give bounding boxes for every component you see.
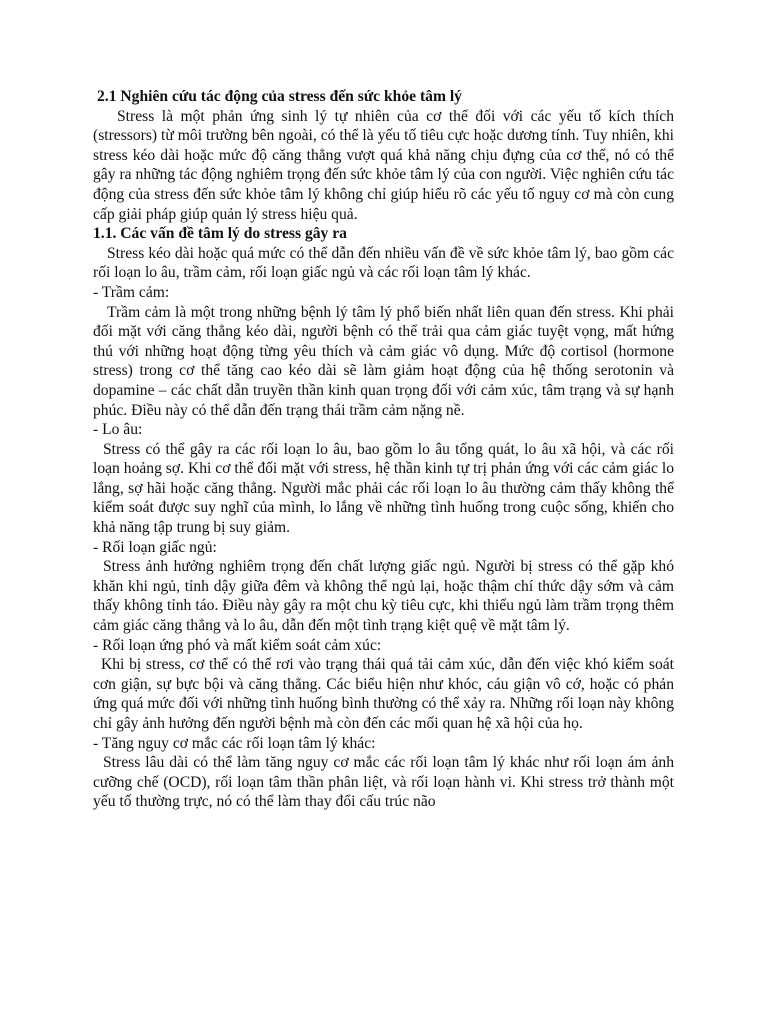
section-heading-1-1: 1.1. Các vấn đề tâm lý do stress gây ra — [93, 225, 347, 243]
item-label-sleep-disorder: - Rối loạn giấc ngủ: — [93, 538, 217, 556]
document-page — [93, 87, 674, 812]
item-text-anxiety: Stress có thể gây ra các rối loạn lo âu, bao gồm lo âu tổng quát, lo âu xã hội, và các rối loạn hoảng sợ. Khi cơ thể đối mặt với stress, hệ thần kinh tự trị phản ứng với các cảm giác lo lắng, sợ hãi hoặc căng thẳng. Người mắc phải các rối loạn lo âu thường cảm thấy không thể kiểm soát được suy nghĩ của mình, lo lắng về những tình huống trong cuộc sống, khiến cho khả năng tập trung bị suy giảm. — [93, 440, 674, 537]
item-text-depression: Trầm cảm là một trong những bệnh lý tâm lý phổ biến nhất liên quan đến stress. Khi phải đối mặt với căng thẳng kéo dài, người bệnh có thể trải qua cảm giác tuyệt vọng, mất hứng thú với những hoạt động từng yêu thích và cảm giác vô dụng. Mức độ cortisol (hormone stress) trong cơ thể tăng cao kéo dài sẽ làm giảm hoạt động của hệ thống serotonin và dopamine – các chất dẫn truyền thần kinh quan trọng đối với cảm xúc, tâm trạng và sự hạnh phúc. Điều này có thể dẫn đến trạng thái trầm cảm nặng nề. — [93, 303, 674, 419]
section-2-1-paragraph: Stress là một phản ứng sinh lý tự nhiên của cơ thể đối với các yếu tố kích thích (stressors) từ môi trường bên ngoài, có thể là yếu tố tiêu cực hoặc dương tính. Tuy nhiên, khi stress kéo dài hoặc mức độ căng thẳng vượt quá khả năng chịu đựng của cơ thể, nó có thể gây ra những tác động nghiêm trọng đến sức khỏe tâm lý của con người. Việc nghiên cứu tác động của stress đến sức khỏe tâm lý không chỉ giúp hiểu rõ các yếu tố nguy cơ mà còn cung cấp giải pháp giúp quản lý stress hiệu quả. — [93, 107, 674, 223]
item-text-sleep-disorder: Stress ảnh hưởng nghiêm trọng đến chất lượng giấc ngủ. Người bị stress có thể gặp khó khăn khi ngủ, tỉnh dậy giữa đêm và không thể ngủ lại, hoặc thậm chí thức dậy sớm và cảm thấy không tỉnh táo. Điều này gây ra một chu kỳ tiêu cực, khi thiếu ngủ làm trầm trọng thêm cảm giác căng thẳng và lo âu, dẫn đến một tình trạng kiệt quệ về mặt tâm lý. — [93, 558, 674, 635]
item-label-depression: - Trầm cảm: — [93, 283, 170, 301]
item-text-other-disorders: Stress lâu dài có thể làm tăng nguy cơ mắc các rối loạn tâm lý khác như rối loạn ám ảnh cưỡng chế (OCD), rối loạn tâm thần phân liệt, và rối loạn hành vi. Khi stress trở thành một yếu tố thường trực, nó có thể làm thay đổi cấu trúc não — [93, 754, 674, 811]
item-text-emotional-control: Khi bị stress, cơ thể có thể rơi vào trạng thái quá tải cảm xúc, dẫn đến việc khó kiểm soát cơn giận, sự bực bội và căng thẳng. Các biểu hiện như khóc, cáu giận vô cớ, hoặc có phản ứng quá mức đối với những tình huống bình thường có thể xảy ra. Những rối loạn này không chỉ gây ảnh hưởng đến người bệnh mà còn đến các mối quan hệ xã hội của họ. — [93, 656, 674, 732]
item-label-anxiety: - Lo âu: — [93, 421, 143, 439]
item-label-emotional-control: - Rối loạn ứng phó và mất kiểm soát cảm xúc: — [93, 636, 382, 654]
item-label-other-disorders: - Tăng nguy cơ mắc các rối loạn tâm lý khác: — [93, 734, 376, 752]
section-1-1-paragraph: Stress kéo dài hoặc quá mức có thể dẫn đến nhiều vấn đề về sức khỏe tâm lý, bao gồm các rối loạn lo âu, trầm cảm, rối loạn giấc ngủ và các rối loạn tâm lý khác. — [93, 244, 674, 282]
section-heading-2-1: 2.1 Nghiên cứu tác động của stress đến sức khỏe tâm lý — [97, 88, 462, 105]
